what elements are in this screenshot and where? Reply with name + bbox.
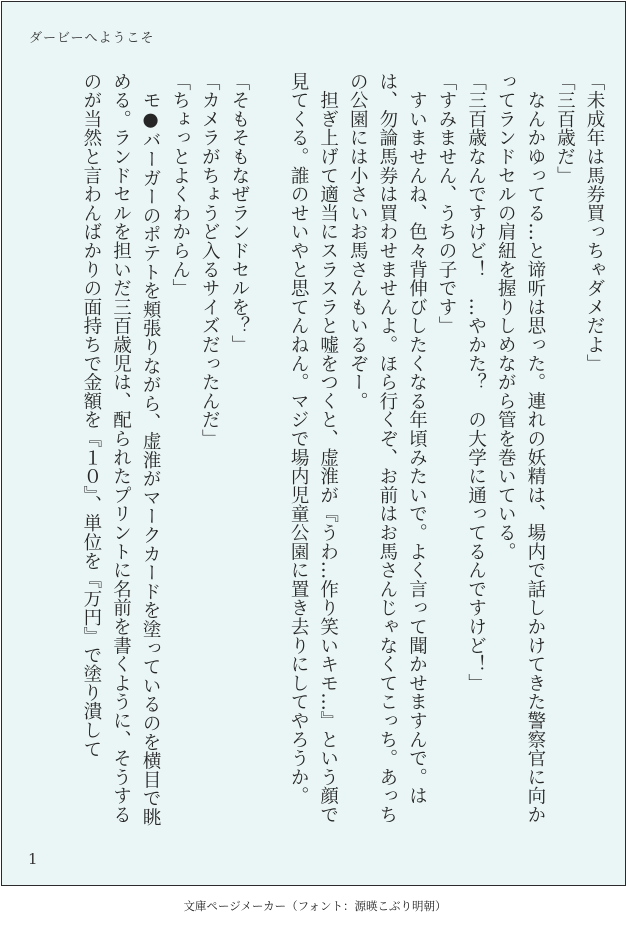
paragraph: 「未成年は馬券買っちゃダメだよ」 [584, 72, 605, 373]
paragraph: モ●バーガーのポテトを頬張りながら、虚淮がマークカードを塗っているのを横目で眺める。ランドセルを担いだ三百歳児は、配られたプリントに名前を書くように、そうするのが当然と言わんばかりの面持ちで金額を『１０』、単位を『万円』で塗り潰して [80, 72, 162, 827]
blank-line [254, 72, 284, 842]
footer-credit: 文庫ページメーカー（フォント：源暎こぶり明朝） [183, 899, 447, 913]
book-page [1, 1, 626, 886]
paragraph: すいませんね、色々背伸びしたくなる年頃みたいで。よく言って聞かせますんで。はは、勿論馬券は買わせませんよ。ほら行くぞ、お前はお馬さんじゃなくてこっち。あっちの公園には小さいお馬さんもいるぞー。 [347, 72, 428, 824]
body-text [19, 72, 609, 842]
paragraph: 「三百歳だ」 [554, 72, 576, 185]
paragraph: なんかゆってる…と谛听は思った。連れの妖精は、場内で話しかけてきた警察官に向かってランドセルの肩紐を握りしめながら管を巻いている。 [495, 72, 546, 824]
paragraph: 「三百歳なんですけど！ …やかた？ の大学に通ってるんですけど！」 [465, 72, 487, 693]
page-number: 1 [28, 850, 38, 868]
paragraph: 「ちょっとよくわからん」 [169, 72, 191, 298]
paragraph: 「カメラがちょうど入るサイズだったんだ」 [199, 72, 221, 448]
paragraph: 「そもそもなぜランドセルを？」 [228, 72, 250, 354]
paragraph: 担ぎ上げて適当にスラスラと嘘をつくと、虚淮が『うわ…作り笑いキモ…』という顔で見てくる。誰のせいやと思てんねん。マジで場内児童公園に置き去りにしてやろうか。 [288, 72, 339, 824]
paragraph: 「すみません、うちの子です」 [436, 72, 458, 336]
running-head: ダービーへようこそ [29, 31, 155, 46]
